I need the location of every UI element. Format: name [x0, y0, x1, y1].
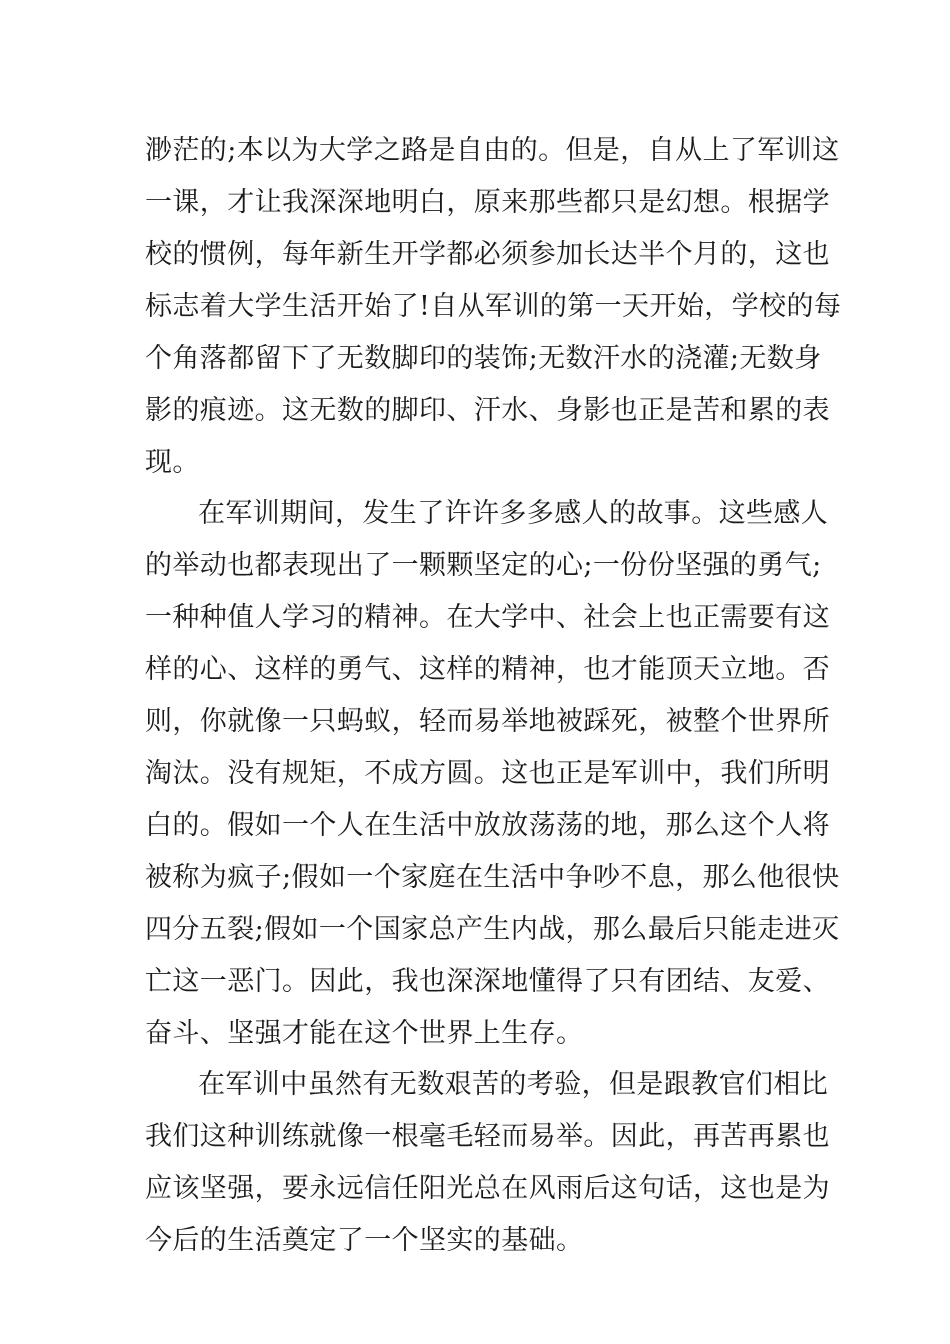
text-line: 亡这一恶门。因此，我也深深地懂得了只有团结、友爱、 — [145, 966, 830, 997]
text-line: 一课，才让我深深地明白，原来那些都只是幻想。根据学 — [145, 187, 830, 218]
text-line: 淘汰。没有规矩，不成方圆。这也正是军训中，我们所明 — [145, 758, 830, 789]
text-line: 渺茫的;本以为大学之路是自由的。但是，自从上了军训这 — [145, 135, 840, 166]
text-line: 我们这种训练就像一根毫毛轻而易举。因此，再苦再累也 — [145, 1121, 830, 1152]
text-line: 则，你就像一只蚂蚁，轻而易举地被踩死，被整个世界所 — [145, 706, 830, 737]
text-line: 个角落都留下了无数脚印的装饰;无数汗水的浇灌;无数身 — [145, 343, 822, 374]
text-line: 应该坚强，要永远信任阳光总在风雨后这句话，这也是为 — [145, 1173, 830, 1204]
text-line: 校的惯例，每年新生开学都必须参加长达半个月的，这也 — [145, 239, 830, 270]
text-line: 样的心、这样的勇气、这样的精神，也才能顶天立地。否 — [145, 654, 830, 685]
text-line: 奋斗、坚强才能在这个世界上生存。 — [145, 1018, 584, 1049]
text-line: 一种种值人学习的精神。在大学中、社会上也正需要有这 — [145, 602, 830, 633]
text-line: 在军训中虽然有无数艰苦的考验，但是跟教官们相比 — [198, 1069, 829, 1100]
text-line: 现。 — [145, 447, 200, 478]
text-line: 今后的生活奠定了一个坚实的基础。 — [145, 1225, 584, 1256]
text-line: 的举动也都表现出了一颗颗坚定的心;一份份坚强的勇气; — [145, 550, 822, 581]
text-line: 四分五裂;假如一个国家总产生内战，那么最后只能走进灭 — [145, 914, 840, 945]
text-line: 影的痕迹。这无数的脚印、汗水、身影也正是苦和累的表 — [145, 395, 830, 426]
text-line: 被称为疯子;假如一个家庭在生活中争吵不息，那么他很快 — [145, 862, 840, 893]
text-line: 标志着大学生活开始了!自从军训的第一天开始，学校的每 — [145, 291, 842, 322]
text-line: 白的。假如一个人在生活中放放荡荡的地，那么这个人将 — [145, 810, 830, 841]
text-line: 在军训期间，发生了许许多多感人的故事。这些感人 — [198, 498, 829, 529]
